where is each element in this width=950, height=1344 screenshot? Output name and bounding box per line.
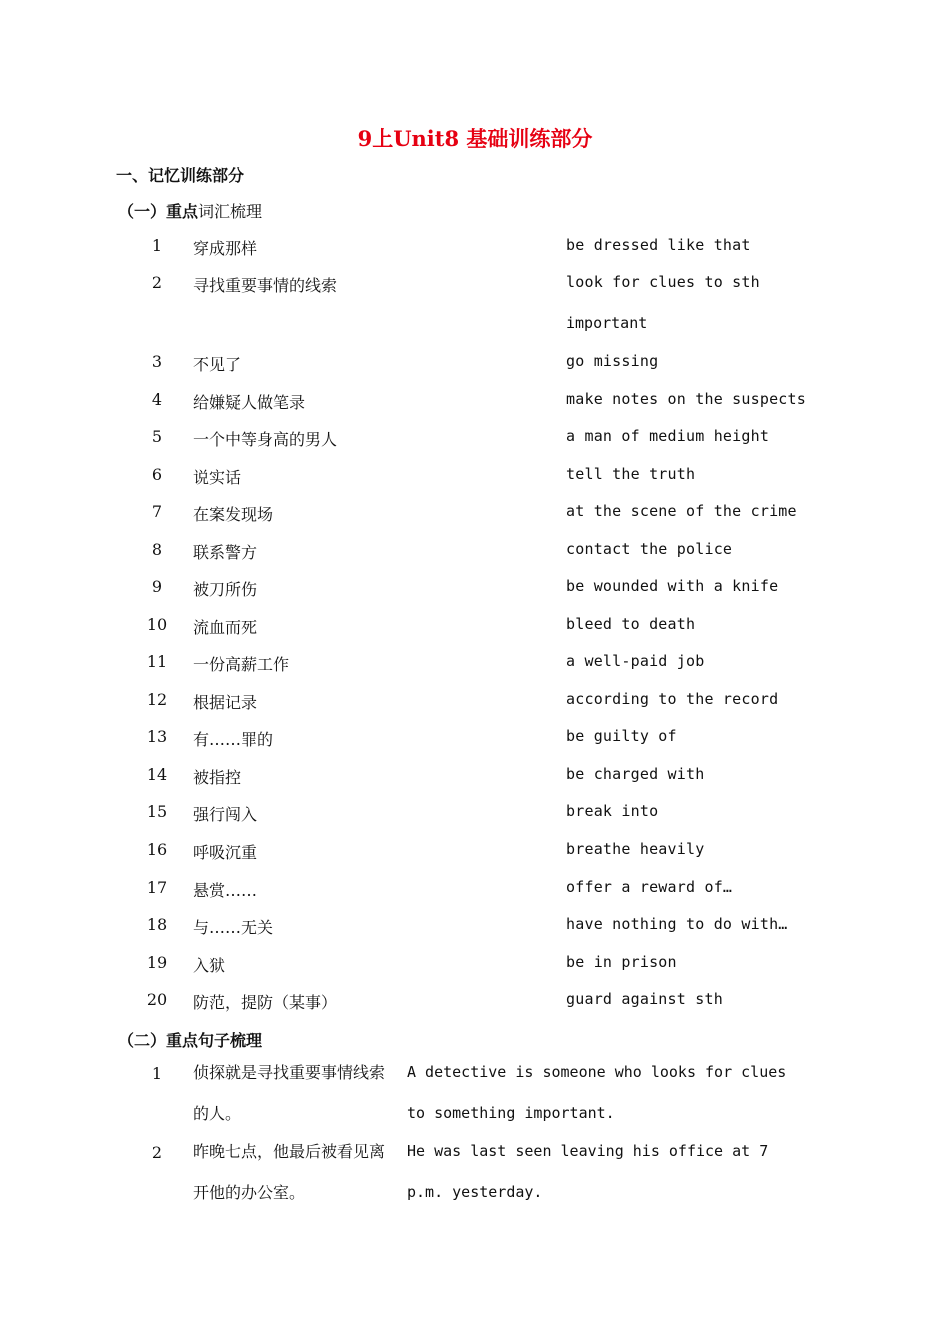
vocab-number: 3 — [151, 352, 163, 371]
vocab-chinese: 不见了 — [193, 355, 242, 374]
vocab-english: contact the police — [566, 540, 733, 558]
vocab-english: be wounded with a knife — [566, 577, 779, 595]
vocab-number: 20 — [146, 990, 168, 1009]
vocab-row — [0, 615, 950, 639]
vocab-english: be guilty of — [566, 727, 677, 745]
vocab-chinese: 根据记录 — [193, 693, 258, 712]
vocab-row — [0, 990, 950, 1014]
vocab-english: be charged with — [566, 765, 705, 783]
vocab-row — [0, 465, 950, 489]
vocab-row — [0, 390, 950, 414]
sentence-chinese: 侦探就是寻找重要事情线索的人。 — [193, 1063, 386, 1123]
vocab-row — [0, 840, 950, 864]
vocab-number: 1 — [151, 236, 163, 255]
vocab-chinese: 给嫌疑人做笔录 — [193, 393, 306, 412]
vocab-chinese: 呼吸沉重 — [193, 843, 258, 862]
vocab-number: 4 — [151, 390, 163, 409]
vocab-english: be dressed like that — [566, 236, 751, 254]
section-heading-memory: 一、记忆训练部分 — [116, 166, 245, 185]
vocab-chinese: 与……无关 — [193, 918, 274, 937]
vocab-chinese: 一份高薪工作 — [193, 655, 290, 674]
vocab-english: bleed to death — [566, 615, 696, 633]
vocab-number: 12 — [146, 690, 168, 709]
vocab-chinese: 说实话 — [193, 468, 242, 487]
vocab-row — [0, 727, 950, 751]
vocab-row — [0, 427, 950, 451]
vocab-english: break into — [566, 802, 659, 820]
vocab-chinese: 防范，提防（某事） — [193, 993, 338, 1012]
vocab-number: 10 — [146, 615, 168, 634]
sentence-english: He was last seen leaving his office at 7 p.m. yesterday. — [407, 1142, 769, 1201]
vocab-row — [0, 802, 950, 826]
vocab-number: 8 — [151, 540, 163, 559]
vocab-number: 2 — [151, 273, 163, 292]
vocab-chinese: 被指控 — [193, 768, 242, 787]
vocab-english: a man of medium height — [566, 427, 770, 445]
vocab-english: guard against sth — [566, 990, 723, 1008]
vocab-row — [0, 540, 950, 564]
vocab-english: tell the truth — [566, 465, 696, 483]
vocab-english: have nothing to do with… — [566, 915, 788, 933]
vocab-chinese: 联系警方 — [193, 543, 258, 562]
vocab-english: at the scene of the crime — [566, 502, 797, 520]
vocab-row — [0, 765, 950, 789]
vocab-english-continued: important — [566, 314, 648, 332]
vocab-row — [0, 878, 950, 902]
vocab-row — [0, 652, 950, 676]
vocab-number: 11 — [146, 652, 168, 671]
vocab-english: breathe heavily — [566, 840, 705, 858]
vocab-chinese: 入狱 — [193, 956, 226, 975]
vocab-row — [0, 577, 950, 601]
vocab-number: 14 — [146, 765, 168, 784]
vocab-english: according to the record — [566, 690, 779, 708]
vocab-chinese: 强行闯入 — [193, 805, 258, 824]
vocab-chinese: 有……罪的 — [193, 730, 274, 749]
vocab-row — [0, 953, 950, 977]
sentence-chinese: 昨晚七点，他最后被看见离开他的办公室。 — [193, 1142, 386, 1202]
vocab-chinese: 一个中等身高的男人 — [193, 430, 338, 449]
vocab-row — [0, 273, 950, 332]
vocab-english: a well-paid job — [566, 652, 705, 670]
vocab-row — [0, 352, 950, 376]
vocab-english: offer a reward of… — [566, 878, 733, 896]
vocab-chinese: 流血而死 — [193, 618, 258, 637]
vocab-row — [0, 236, 950, 260]
vocab-number: 18 — [146, 915, 168, 934]
subsection-sentences-label: （二）重点句子梳理 — [118, 1031, 263, 1050]
subsection-prefix: （一） — [118, 202, 167, 221]
vocab-number: 16 — [146, 840, 168, 859]
vocab-chinese: 被刀所伤 — [193, 580, 258, 599]
vocab-number: 17 — [146, 878, 168, 897]
vocab-english: look for clues to sth — [566, 273, 760, 291]
vocab-english: make notes on the suspects — [566, 390, 806, 408]
vocab-chinese: 悬赏…… — [193, 881, 258, 900]
sentence-number: 1 — [151, 1064, 163, 1083]
page-title: 9上Unit8 基础训练部分 — [357, 126, 593, 151]
vocab-number: 19 — [146, 953, 168, 972]
vocab-number: 7 — [151, 502, 163, 521]
vocab-row — [0, 915, 950, 939]
vocab-number: 5 — [151, 427, 163, 446]
vocab-number: 9 — [151, 577, 163, 596]
vocab-english: be in prison — [566, 953, 677, 971]
sentence-english: A detective is someone who looks for clues to something important. — [407, 1063, 787, 1122]
vocab-chinese: 穿成那样 — [193, 239, 258, 258]
vocab-row — [0, 690, 950, 714]
vocab-number: 13 — [146, 727, 168, 746]
vocab-chinese: 寻找重要事情的线索 — [193, 276, 338, 295]
subsection-bold: 重点 — [166, 202, 199, 221]
vocab-row — [0, 502, 950, 526]
vocab-english: go missing — [566, 352, 659, 370]
sentence-number: 2 — [151, 1143, 163, 1162]
vocab-number: 6 — [151, 465, 163, 484]
vocab-chinese: 在案发现场 — [193, 505, 274, 524]
subsection-heading-vocab — [118, 199, 262, 222]
subsection-rest: 词汇梳理 — [198, 202, 263, 221]
subsection-heading-sentences — [118, 1028, 262, 1051]
vocab-number: 15 — [146, 802, 168, 821]
